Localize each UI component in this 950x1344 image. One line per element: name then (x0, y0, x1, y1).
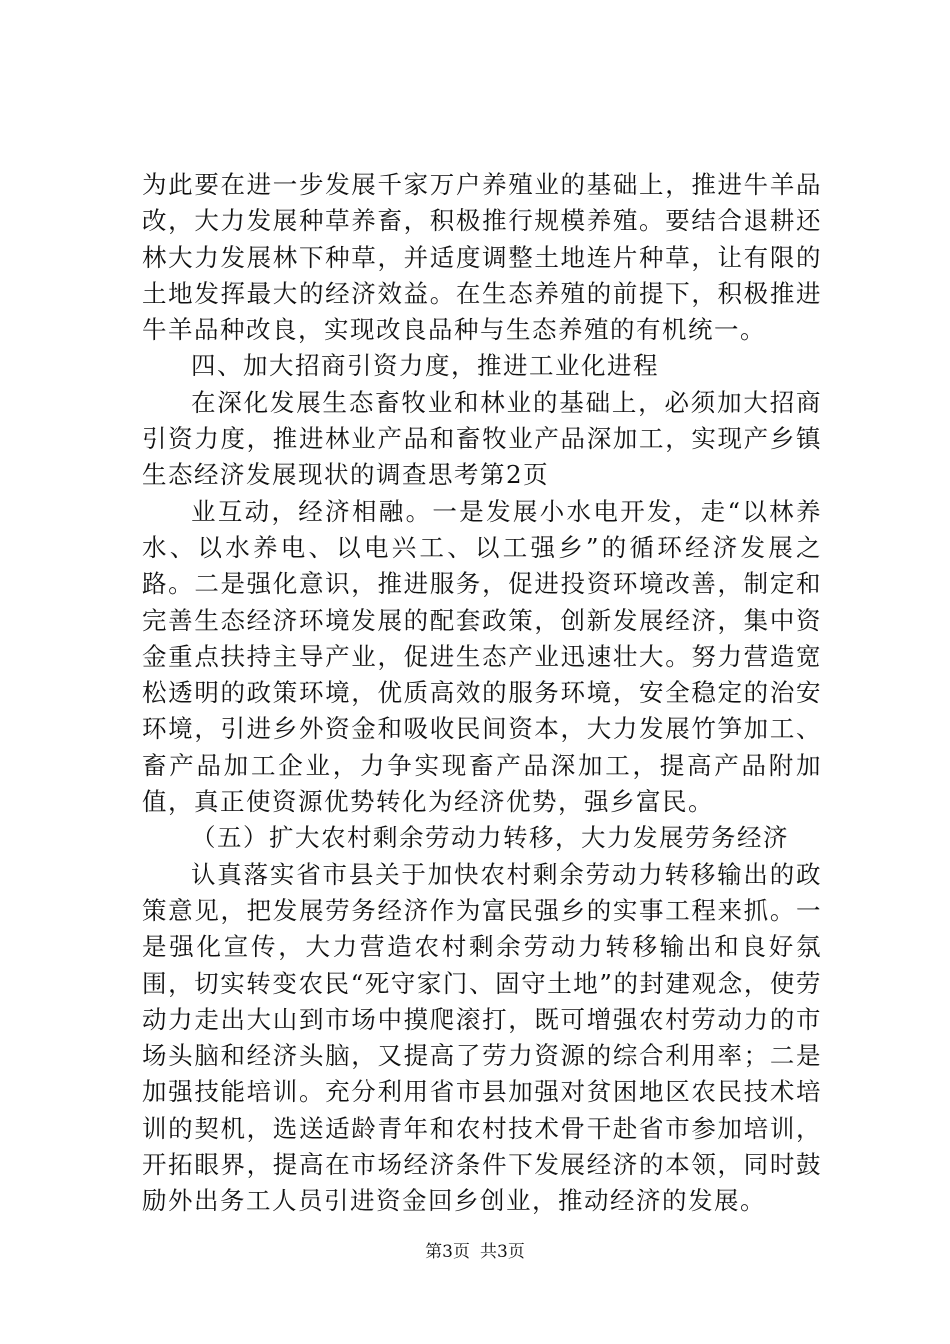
page-footer (0, 1240, 950, 1264)
document-body (142, 167, 822, 1220)
section-heading-4: 四、加大招商引资力度，推进工业化进程 (191, 351, 659, 381)
page-total: 共3页 (480, 1242, 525, 1262)
section-heading-5: （五）扩大农村剩余劳动力转移，大力发展劳务经济 (191, 823, 789, 853)
page-number: 第3页 (425, 1242, 470, 1262)
paragraph-3: 业互动，经济相融。一是发展小水电开发，走“以林养水、以水养电、以电兴工、以工强乡”的循环经济发展之路。二是强化意识，推进服务，促进投资环境改善，制定和完善生态经济环境发展的配套政策，创新发展经济，集中资金重点扶持主导产业，促进生态产业迅速壮大。努力营造宽松透明的政策环境，优质高效的服务环境，安全稳定的治安环境，引进乡外资金和吸收民间资本，大力发展竹笋加工、畜产品加工企业，力争实现畜产品深加工，提高产品附加值，真正使资源优势转化为经济优势，强乡富民。 (142, 496, 822, 817)
paragraph-2: 在深化发展生态畜牧业和林业的基础上，必须加大招商引资力度，推进林业产品和畜牧业产品深加工，实现产乡镇生态经济发展现状的调查思考第2页 (142, 387, 822, 490)
paragraph-1: 为此要在进一步发展千家万户养殖业的基础上，推进牛羊品改，大力发展种草养畜，积极推行规模养殖。要结合退耕还林大力发展林下种草，并适度调整土地连片种草，让有限的土地发挥最大的经济效益。在生态养殖的前提下，积极推进牛羊品种改良，实现改良品种与生态养殖的有机统一。 (142, 170, 822, 345)
paragraph-4: 认真落实省市县关于加快农村剩余劳动力转移输出的政策意见，把发展劳务经济作为富民强乡的实事工程来抓。一是强化宣传，大力营造农村剩余劳动力转移输出和良好氛围，切实转变农民“死守家门、固守土地”的封建观念，使劳动力走出大山到市场中摸爬滚打，既可增强农村劳动力的市场头脑和经济头脑，又提高了劳力资源的综合利用率；二是加强技能培训。充分利用省市县加强对贫困地区农民技术培训的契机，选送适龄青年和农村技术骨干赴省市参加培训，开拓眼界，提高在市场经济条件下发展经济的本领，同时鼓励外出务工人员引进资金回乡创业，推动经济的发展。 (142, 859, 822, 1216)
